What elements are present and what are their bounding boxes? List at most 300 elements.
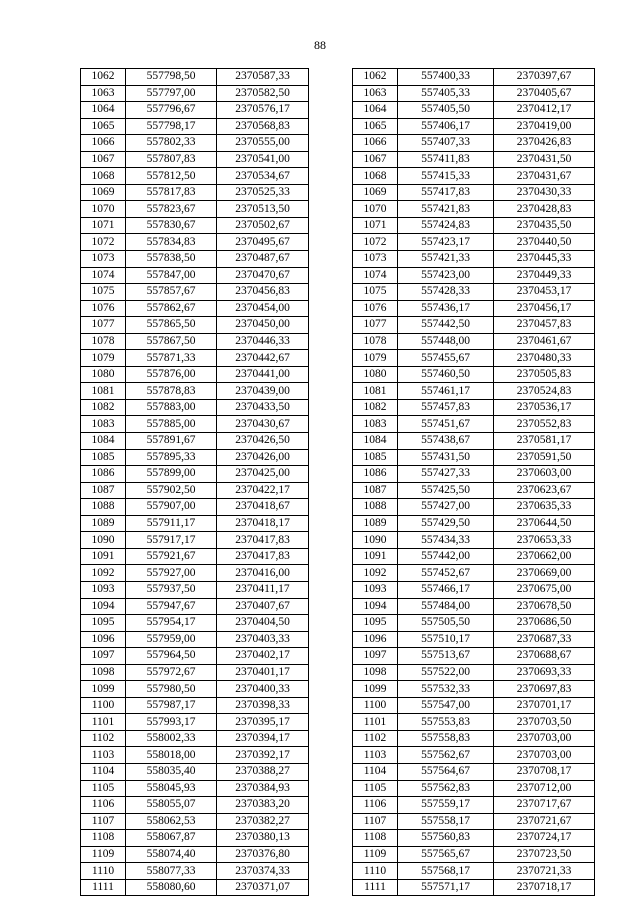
y-coordinate-right: 2370724,17 [494,830,595,847]
point-number-left: 1088 [81,499,126,516]
table-row [81,168,595,185]
y-coordinate-right: 2370697,83 [494,681,595,698]
y-coordinate-right: 2370688,67 [494,648,595,665]
table-row [81,813,595,830]
y-coordinate-left: 2370394,17 [217,730,309,747]
x-coordinate-left: 557891,67 [126,433,217,450]
point-number-left: 1077 [81,317,126,334]
point-number-left: 1079 [81,350,126,367]
column-gap [309,416,353,433]
point-number-right: 1103 [353,747,398,764]
point-number-right: 1102 [353,730,398,747]
point-number-left: 1098 [81,664,126,681]
y-coordinate-left: 2370417,83 [217,532,309,549]
table-row [81,267,595,284]
column-gap [309,714,353,731]
point-number-left: 1084 [81,433,126,450]
y-coordinate-left: 2370470,67 [217,267,309,284]
x-coordinate-right: 557460,50 [398,366,494,383]
column-gap [309,598,353,615]
y-coordinate-right: 2370397,67 [494,69,595,86]
point-number-left: 1078 [81,333,126,350]
x-coordinate-left: 558077,33 [126,863,217,880]
table-row [81,648,595,665]
x-coordinate-right: 557427,33 [398,466,494,483]
y-coordinate-right: 2370412,17 [494,102,595,119]
x-coordinate-right: 557505,50 [398,615,494,632]
table-row [81,879,595,896]
column-gap [309,482,353,499]
column-gap [309,532,353,549]
table-row [81,201,595,218]
point-number-right: 1069 [353,184,398,201]
y-coordinate-left: 2370433,50 [217,399,309,416]
column-gap [309,184,353,201]
column-gap [309,102,353,119]
column-gap [309,581,353,598]
column-gap [309,730,353,747]
x-coordinate-right: 557411,83 [398,151,494,168]
x-coordinate-left: 557802,33 [126,135,217,152]
column-gap [309,813,353,830]
table-row [81,333,595,350]
y-coordinate-left: 2370430,67 [217,416,309,433]
point-number-right: 1101 [353,714,398,731]
y-coordinate-right: 2370717,67 [494,797,595,814]
table-row [81,300,595,317]
x-coordinate-right: 557428,33 [398,284,494,301]
table-row [81,681,595,698]
point-number-right: 1077 [353,317,398,334]
y-coordinate-left: 2370541,00 [217,151,309,168]
y-coordinate-left: 2370576,17 [217,102,309,119]
table-row [81,85,595,102]
x-coordinate-right: 557405,33 [398,85,494,102]
table-row [81,846,595,863]
column-gap [309,383,353,400]
x-coordinate-left: 557917,17 [126,532,217,549]
point-number-left: 1102 [81,730,126,747]
y-coordinate-left: 2370392,17 [217,747,309,764]
column-gap [309,615,353,632]
column-gap [309,449,353,466]
x-coordinate-left: 558067,87 [126,830,217,847]
x-coordinate-right: 557559,17 [398,797,494,814]
y-coordinate-left: 2370439,00 [217,383,309,400]
table-row [81,449,595,466]
y-coordinate-left: 2370446,33 [217,333,309,350]
x-coordinate-left: 557798,50 [126,69,217,86]
table-row [81,780,595,797]
y-coordinate-right: 2370536,17 [494,399,595,416]
point-number-right: 1095 [353,615,398,632]
x-coordinate-right: 557484,00 [398,598,494,615]
point-number-right: 1109 [353,846,398,863]
point-number-right: 1064 [353,102,398,119]
point-number-right: 1074 [353,267,398,284]
point-number-left: 1100 [81,697,126,714]
y-coordinate-right: 2370505,83 [494,366,595,383]
x-coordinate-left: 557865,50 [126,317,217,334]
point-number-right: 1091 [353,548,398,565]
x-coordinate-left: 558062,53 [126,813,217,830]
column-gap [309,350,353,367]
y-coordinate-right: 2370644,50 [494,515,595,532]
x-coordinate-left: 557907,00 [126,499,217,516]
y-coordinate-right: 2370623,67 [494,482,595,499]
column-gap [309,515,353,532]
point-number-left: 1103 [81,747,126,764]
x-coordinate-left: 557885,00 [126,416,217,433]
x-coordinate-right: 557423,00 [398,267,494,284]
y-coordinate-right: 2370524,83 [494,383,595,400]
x-coordinate-right: 557429,50 [398,515,494,532]
x-coordinate-left: 557954,17 [126,615,217,632]
x-coordinate-right: 557421,83 [398,201,494,218]
point-number-left: 1072 [81,234,126,251]
x-coordinate-left: 557937,50 [126,581,217,598]
coordinates-table [80,68,595,896]
x-coordinate-right: 557442,00 [398,548,494,565]
y-coordinate-left: 2370442,67 [217,350,309,367]
y-coordinate-right: 2370721,33 [494,863,595,880]
y-coordinate-right: 2370703,50 [494,714,595,731]
column-gap [309,118,353,135]
y-coordinate-left: 2370404,50 [217,615,309,632]
coordinates-table-body [81,69,595,896]
y-coordinate-left: 2370411,17 [217,581,309,598]
point-number-left: 1110 [81,863,126,880]
x-coordinate-right: 557455,67 [398,350,494,367]
column-gap [309,433,353,450]
y-coordinate-right: 2370718,17 [494,879,595,896]
x-coordinate-right: 557560,83 [398,830,494,847]
point-number-left: 1104 [81,763,126,780]
point-number-left: 1097 [81,648,126,665]
y-coordinate-right: 2370662,00 [494,548,595,565]
x-coordinate-left: 557911,17 [126,515,217,532]
table-row [81,383,595,400]
table-row [81,234,595,251]
point-number-left: 1076 [81,300,126,317]
table-row [81,366,595,383]
point-number-left: 1087 [81,482,126,499]
y-coordinate-left: 2370407,67 [217,598,309,615]
x-coordinate-left: 557797,00 [126,85,217,102]
point-number-left: 1091 [81,548,126,565]
x-coordinate-left: 558080,60 [126,879,217,896]
y-coordinate-left: 2370426,00 [217,449,309,466]
point-number-right: 1081 [353,383,398,400]
y-coordinate-left: 2370587,33 [217,69,309,86]
table-row [81,697,595,714]
point-number-left: 1099 [81,681,126,698]
y-coordinate-left: 2370416,00 [217,565,309,582]
x-coordinate-right: 557564,67 [398,763,494,780]
x-coordinate-right: 557451,67 [398,416,494,433]
x-coordinate-right: 557415,33 [398,168,494,185]
x-coordinate-left: 557972,67 [126,664,217,681]
point-number-right: 1073 [353,251,398,268]
point-number-left: 1081 [81,383,126,400]
y-coordinate-left: 2370388,27 [217,763,309,780]
table-row [81,399,595,416]
column-gap [309,797,353,814]
table-row [81,515,595,532]
table-row [81,830,595,847]
y-coordinate-left: 2370487,67 [217,251,309,268]
x-coordinate-right: 557431,50 [398,449,494,466]
column-gap [309,466,353,483]
y-coordinate-left: 2370384,93 [217,780,309,797]
y-coordinate-right: 2370721,67 [494,813,595,830]
x-coordinate-left: 558002,33 [126,730,217,747]
point-number-right: 1076 [353,300,398,317]
x-coordinate-left: 557993,17 [126,714,217,731]
table-row [81,118,595,135]
y-coordinate-right: 2370431,67 [494,168,595,185]
y-coordinate-right: 2370653,33 [494,532,595,549]
y-coordinate-left: 2370454,00 [217,300,309,317]
column-gap [309,317,353,334]
x-coordinate-right: 557513,67 [398,648,494,665]
column-gap [309,251,353,268]
table-row [81,747,595,764]
x-coordinate-left: 558018,00 [126,747,217,764]
point-number-right: 1098 [353,664,398,681]
table-row [81,797,595,814]
point-number-left: 1071 [81,217,126,234]
column-gap [309,201,353,218]
point-number-left: 1096 [81,631,126,648]
point-number-right: 1104 [353,763,398,780]
table-row [81,714,595,731]
x-coordinate-right: 557427,00 [398,499,494,516]
y-coordinate-right: 2370449,33 [494,267,595,284]
point-number-left: 1070 [81,201,126,218]
y-coordinate-left: 2370582,50 [217,85,309,102]
table-row [81,863,595,880]
point-number-left: 1095 [81,615,126,632]
column-gap [309,648,353,665]
x-coordinate-left: 557817,83 [126,184,217,201]
column-gap [309,747,353,764]
table-row [81,284,595,301]
x-coordinate-right: 557442,50 [398,317,494,334]
point-number-right: 1094 [353,598,398,615]
table-row [81,598,595,615]
y-coordinate-left: 2370398,33 [217,697,309,714]
x-coordinate-left: 557798,17 [126,118,217,135]
x-coordinate-left: 558074,40 [126,846,217,863]
point-number-left: 1064 [81,102,126,119]
point-number-right: 1072 [353,234,398,251]
x-coordinate-left: 557796,67 [126,102,217,119]
x-coordinate-left: 557871,33 [126,350,217,367]
y-coordinate-right: 2370419,00 [494,118,595,135]
point-number-left: 1085 [81,449,126,466]
x-coordinate-right: 557562,83 [398,780,494,797]
point-number-left: 1066 [81,135,126,152]
y-coordinate-left: 2370380,13 [217,830,309,847]
x-coordinate-left: 557987,17 [126,697,217,714]
x-coordinate-left: 558045,93 [126,780,217,797]
y-coordinate-left: 2370555,00 [217,135,309,152]
table-row [81,532,595,549]
y-coordinate-left: 2370495,67 [217,234,309,251]
point-number-left: 1080 [81,366,126,383]
y-coordinate-right: 2370445,33 [494,251,595,268]
point-number-right: 1063 [353,85,398,102]
x-coordinate-right: 557425,50 [398,482,494,499]
point-number-right: 1088 [353,499,398,516]
column-gap [309,69,353,86]
x-coordinate-left: 557862,67 [126,300,217,317]
x-coordinate-left: 557899,00 [126,466,217,483]
column-gap [309,631,353,648]
y-coordinate-left: 2370418,67 [217,499,309,516]
point-number-right: 1099 [353,681,398,698]
y-coordinate-left: 2370371,07 [217,879,309,896]
point-number-right: 1106 [353,797,398,814]
point-number-right: 1082 [353,399,398,416]
point-number-left: 1068 [81,168,126,185]
y-coordinate-right: 2370480,33 [494,350,595,367]
column-gap [309,333,353,350]
column-gap [309,284,353,301]
y-coordinate-left: 2370534,67 [217,168,309,185]
y-coordinate-right: 2370723,50 [494,846,595,863]
y-coordinate-right: 2370552,83 [494,416,595,433]
point-number-right: 1097 [353,648,398,665]
column-gap [309,548,353,565]
column-gap [309,846,353,863]
y-coordinate-left: 2370426,50 [217,433,309,450]
point-number-right: 1078 [353,333,398,350]
point-number-right: 1068 [353,168,398,185]
table-row [81,350,595,367]
table-row [81,565,595,582]
x-coordinate-right: 557553,83 [398,714,494,731]
point-number-left: 1109 [81,846,126,863]
point-number-left: 1101 [81,714,126,731]
y-coordinate-right: 2370428,83 [494,201,595,218]
x-coordinate-right: 557438,67 [398,433,494,450]
point-number-left: 1069 [81,184,126,201]
table-row [81,482,595,499]
point-number-right: 1093 [353,581,398,598]
x-coordinate-right: 557423,17 [398,234,494,251]
column-gap [309,366,353,383]
x-coordinate-left: 557902,50 [126,482,217,499]
x-coordinate-left: 557830,67 [126,217,217,234]
y-coordinate-right: 2370703,00 [494,747,595,764]
x-coordinate-left: 557883,00 [126,399,217,416]
column-gap [309,234,353,251]
x-coordinate-right: 557568,17 [398,863,494,880]
point-number-left: 1082 [81,399,126,416]
x-coordinate-left: 557838,50 [126,251,217,268]
point-number-left: 1074 [81,267,126,284]
point-number-right: 1066 [353,135,398,152]
y-coordinate-right: 2370431,50 [494,151,595,168]
y-coordinate-right: 2370693,33 [494,664,595,681]
y-coordinate-left: 2370441,00 [217,366,309,383]
point-number-left: 1067 [81,151,126,168]
x-coordinate-right: 557452,67 [398,565,494,582]
x-coordinate-left: 558055,07 [126,797,217,814]
y-coordinate-left: 2370417,83 [217,548,309,565]
table-row [81,499,595,516]
table-row [81,615,595,632]
point-number-left: 1065 [81,118,126,135]
point-number-right: 1096 [353,631,398,648]
x-coordinate-right: 557547,00 [398,697,494,714]
x-coordinate-right: 557436,17 [398,300,494,317]
y-coordinate-left: 2370422,17 [217,482,309,499]
x-coordinate-left: 557927,00 [126,565,217,582]
table-row [81,416,595,433]
point-number-right: 1084 [353,433,398,450]
y-coordinate-right: 2370461,67 [494,333,595,350]
x-coordinate-right: 557400,33 [398,69,494,86]
y-coordinate-right: 2370708,17 [494,763,595,780]
x-coordinate-right: 557558,17 [398,813,494,830]
point-number-left: 1075 [81,284,126,301]
y-coordinate-right: 2370669,00 [494,565,595,582]
x-coordinate-left: 557857,67 [126,284,217,301]
point-number-right: 1071 [353,217,398,234]
point-number-right: 1067 [353,151,398,168]
column-gap [309,85,353,102]
table-row [81,581,595,598]
y-coordinate-right: 2370405,67 [494,85,595,102]
table-row [81,69,595,86]
column-gap [309,863,353,880]
y-coordinate-right: 2370712,00 [494,780,595,797]
x-coordinate-right: 557510,17 [398,631,494,648]
point-number-right: 1092 [353,565,398,582]
x-coordinate-left: 557807,83 [126,151,217,168]
point-number-left: 1093 [81,581,126,598]
table-row [81,251,595,268]
point-number-right: 1107 [353,813,398,830]
column-gap [309,830,353,847]
x-coordinate-left: 557823,67 [126,201,217,218]
table-row [81,151,595,168]
page-number: 88 [314,38,326,52]
y-coordinate-right: 2370453,17 [494,284,595,301]
x-coordinate-left: 557876,00 [126,366,217,383]
y-coordinate-left: 2370525,33 [217,184,309,201]
x-coordinate-right: 557448,00 [398,333,494,350]
point-number-right: 1105 [353,780,398,797]
y-coordinate-left: 2370395,17 [217,714,309,731]
y-coordinate-right: 2370678,50 [494,598,595,615]
x-coordinate-right: 557466,17 [398,581,494,598]
y-coordinate-right: 2370426,83 [494,135,595,152]
y-coordinate-right: 2370581,17 [494,433,595,450]
x-coordinate-right: 557407,33 [398,135,494,152]
column-gap [309,565,353,582]
x-coordinate-left: 557867,50 [126,333,217,350]
y-coordinate-right: 2370675,00 [494,581,595,598]
y-coordinate-left: 2370402,17 [217,648,309,665]
x-coordinate-right: 557522,00 [398,664,494,681]
y-coordinate-left: 2370502,67 [217,217,309,234]
y-coordinate-left: 2370456,83 [217,284,309,301]
y-coordinate-left: 2370425,00 [217,466,309,483]
